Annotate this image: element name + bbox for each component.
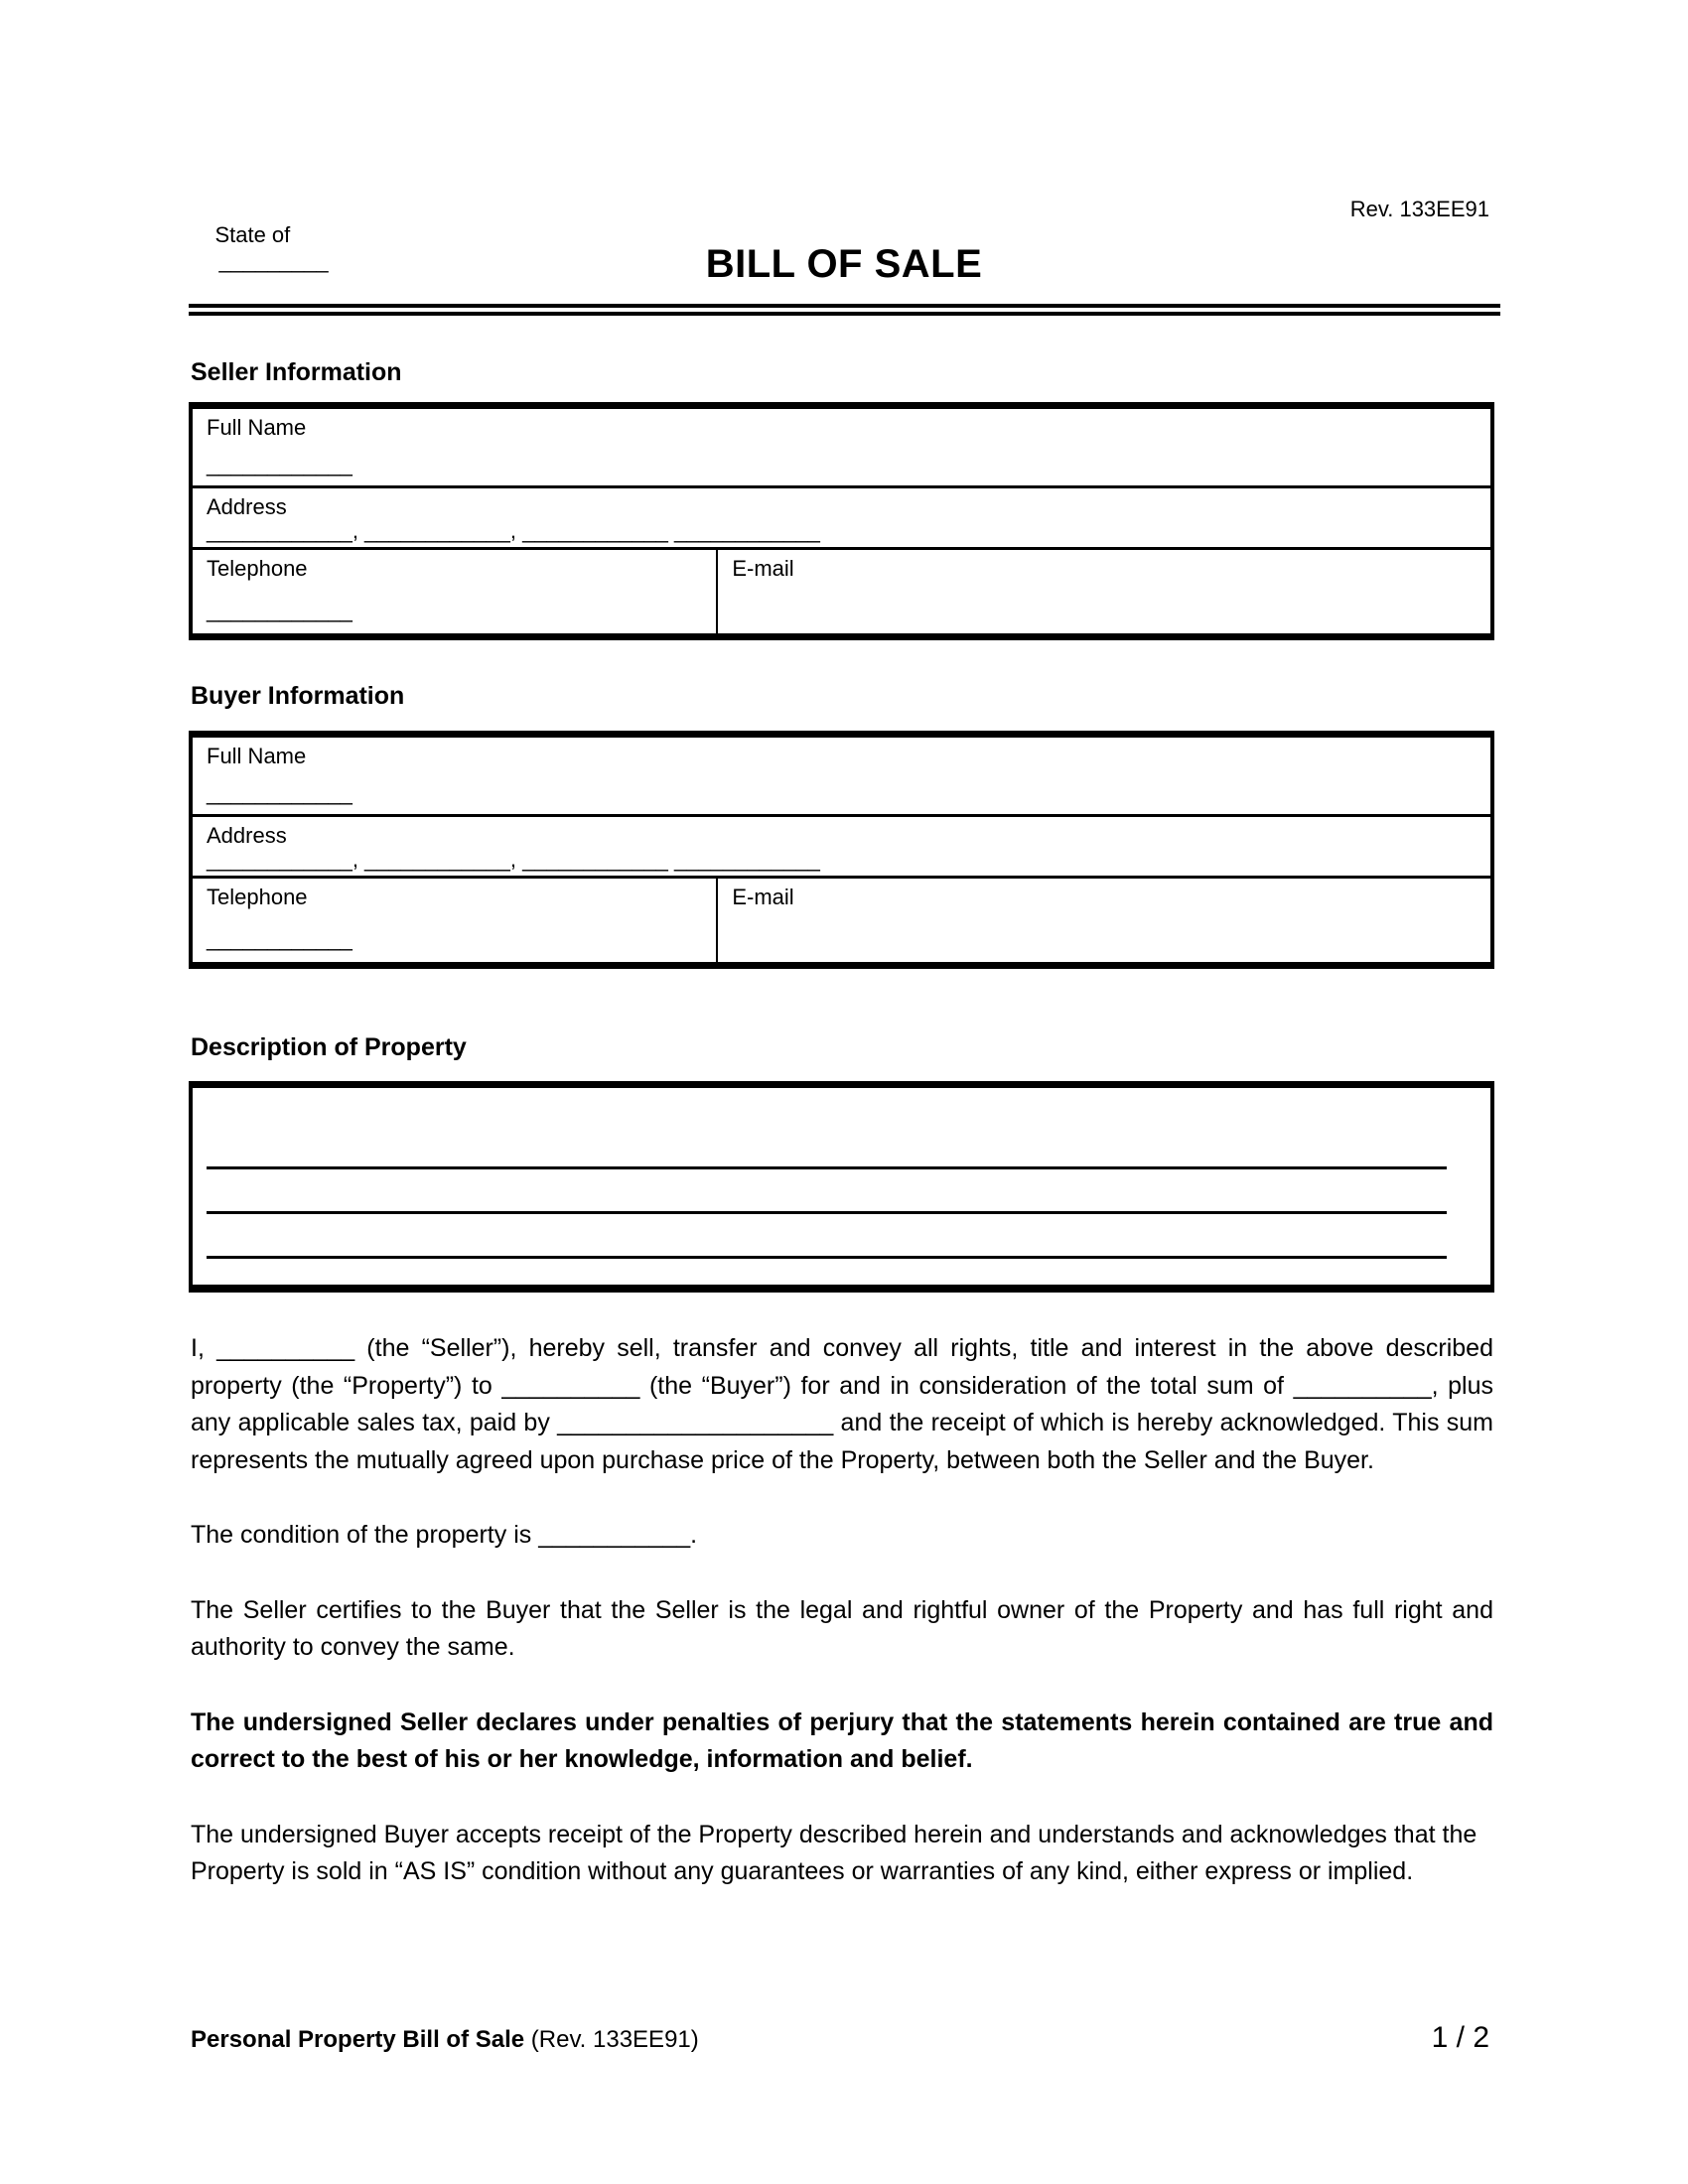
sale-paragraph: I, __________ (the “Seller”), hereby sell, transfer and convey all rights, title and interest in the above described property (the “Property”) to __________ (the “Buyer”) for and in consideration of the total sum of __________, plus any applicable sales tax, paid by ____________________ and the receipt of which is hereby acknowledged. This sum represents the mutually agreed upon purchase price of the Property, between both the Seller and the Buyer. [191, 1334, 1493, 1474]
footer-revision-note: (Rev. 133EE91) [524, 2026, 699, 2053]
buyer-email-label: E-mail [732, 885, 794, 909]
seller-telephone-cell [193, 550, 718, 633]
state-of-blank: _________ [218, 248, 329, 273]
buyer-section-heading: Buyer Information [191, 682, 405, 710]
buyer-contact-row [193, 879, 1490, 962]
buyer-full-name-blank: ____________ [207, 780, 352, 805]
page-footer [191, 2021, 1489, 2055]
buyer-address-label: Address [207, 823, 287, 848]
state-of-label: State of [214, 222, 291, 247]
seller-full-name-row [193, 409, 1490, 488]
revision-number: Rev. 133EE91 [1349, 197, 1489, 221]
seller-telephone-label: Telephone [207, 556, 308, 581]
seller-full-name-cell [193, 409, 1490, 485]
seller-address-cell [193, 488, 1490, 547]
seller-contact-row [193, 550, 1490, 633]
buyer-address-cell [193, 817, 1490, 876]
seller-email-label: E-mail [732, 556, 794, 581]
document-title: BILL OF SALE [705, 242, 983, 286]
seller-email-cell [718, 550, 1490, 633]
condition-sentence: The condition of the property is ___________. [191, 1521, 698, 1549]
seller-section-heading: Seller Information [191, 358, 402, 386]
description-box [189, 1081, 1494, 1293]
certify-paragraph: The Seller certifies to the Buyer that the Seller is the legal and rightful owner of the Property and has full right and authority to convey the same. [191, 1595, 1493, 1661]
buyer-telephone-cell [193, 879, 718, 962]
footer-document-title [191, 2026, 699, 2054]
description-writing-line [207, 1166, 1447, 1169]
buyer-info-table [189, 731, 1494, 969]
as-is-paragraph: The undersigned Buyer accepts receipt of the Property described herein and understands and acknowledges that the Property is sold in “AS IS” condition without any guarantees or warranties of any kind, either express or implied. [191, 1820, 1477, 1885]
seller-info-table [189, 402, 1494, 640]
seller-full-name-label: Full Name [207, 415, 307, 440]
buyer-full-name-cell [193, 738, 1490, 814]
title-divider [189, 304, 1500, 316]
description-section-heading: Description of Property [191, 1033, 467, 1061]
body-text [191, 1330, 1493, 1929]
buyer-address-blank: ____________, ____________, ____________ ____________ [207, 847, 820, 872]
buyer-email-cell [718, 879, 1490, 962]
perjury-paragraph: The undersigned Seller declares under penalties of perjury that the statements herein contained are true and correct to the best of his or her knowledge, information and belief. [191, 1707, 1493, 1773]
description-writing-line [207, 1211, 1447, 1214]
seller-full-name-blank: ____________ [207, 452, 352, 477]
buyer-telephone-blank: ____________ [207, 926, 352, 951]
buyer-address-row [193, 817, 1490, 879]
buyer-telephone-label: Telephone [207, 885, 308, 909]
footer-document-name: Personal Property Bill of Sale [191, 2026, 525, 2053]
buyer-full-name-row [193, 738, 1490, 817]
buyer-full-name-label: Full Name [207, 744, 307, 768]
seller-address-label: Address [207, 494, 287, 519]
description-writing-line [207, 1256, 1447, 1259]
seller-address-row [193, 488, 1490, 550]
page-number: 1 / 2 [1431, 2021, 1489, 2054]
seller-address-blank: ____________, ____________, ____________ ____________ [207, 518, 820, 543]
seller-telephone-blank: ____________ [207, 598, 352, 622]
